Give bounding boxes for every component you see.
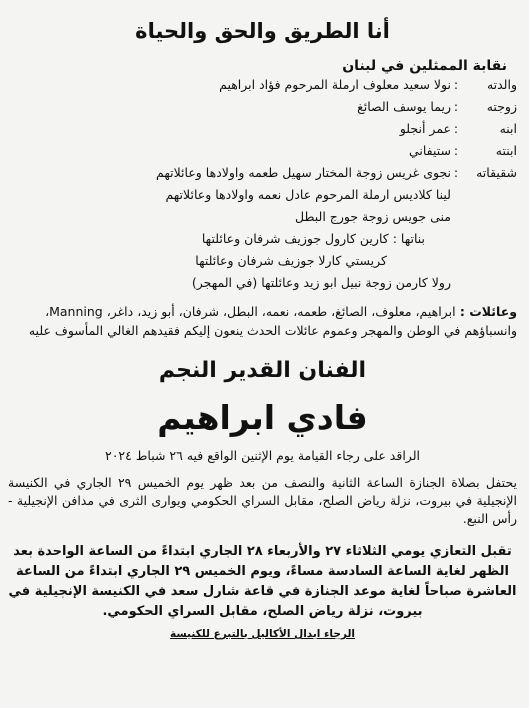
relative-row-mother: والدته : نولا سعيد معلوف ارملة المرحوم فؤاد ابراهيم	[8, 74, 517, 96]
deceased-title: الفنان القدير النجم	[158, 358, 367, 383]
relative-name: نولا سعيد معلوف ارملة المرحوم فؤاد ابراهيم	[219, 77, 451, 92]
relative-name: عمر أنجلو	[399, 121, 451, 136]
relative-row-sisters: شقيقاته : نجوى غريس زوجة المختار سهيل طعمه واولادها وعائلاتهم	[8, 162, 517, 184]
relatives-list	[8, 74, 517, 294]
relative-line: رولا كارمن زوجة نبيل ابو زيد وعائلتها (في المهجر)	[191, 275, 451, 290]
relative-label: زوجته	[486, 99, 517, 114]
relative-line: لينا كلاديس ارملة المرحوم عادل نعمه واولادها وعائلاتهم	[165, 187, 451, 202]
families-text: ابراهيم، معلوف، الصائغ، طعمه، نعمه، البطل، شرفان، أبو زيد، داغر، Manning، وانسباؤهم في الوطن والمهجر وعموم عائلات الحدث ينعون إليكم فقيدهم الغالي المأسوف عليه	[28, 304, 517, 338]
relative-label: شقيقاته	[476, 165, 517, 180]
funeral-details: يحتفل بصلاة الجنازة الساعة الثانية والنصف من بعد ظهر يوم الخميس ٢٩ الجاري في الكنيسة الإنجيلية في بيروت، نزلة رياض الصلح، مقابل السراي الحكومي ويوارى الثرى في مدافن الإنجيلية - رأس النبع.	[8, 475, 517, 526]
relative-line: منى جويس زوجة جورج البطل	[295, 209, 451, 224]
relative-name: نجوى غريس زوجة المختار سهيل طعمه واولادها وعائلاتهم	[156, 165, 451, 180]
relative-label: ابنه	[499, 121, 517, 136]
relative-row-wife: زوجته : ريما يوسف الصائغ	[8, 96, 517, 118]
relative-row-daughter: ابنته : ستيفاني	[8, 140, 517, 162]
relative-name: ريما يوسف الصائغ	[357, 99, 451, 114]
relative-line: بناتها : كارين كارول جوزيف شرفان وعائلتها	[201, 231, 425, 246]
relative-name: كارين كارول جوزيف شرفان وعائلتها	[201, 231, 389, 246]
death-notice: الراقد على رجاء القيامة يوم الإثنين الواقع فيه ٢٦ شباط ٢٠٢٤	[105, 448, 420, 463]
relative-row-son: ابنه : عمر أنجلو	[8, 118, 517, 140]
families-paragraph: وعائلات : ابراهيم، معلوف، الصائغ، طعمه، نعمه، البطل، شرفان، أبو زيد، داغر، Manning، وانسباؤهم في الوطن والمهجر وعموم عائلات الحدث ينعون إليكم فقيدهم الغالي المأسوف عليه	[28, 304, 517, 338]
condolences-details: تقبل التعازي يومي الثلاثاء ٢٧ والأربعاء ٢٨ الجاري ابتداءً من الساعة الواحدة بعد الظهر لغاية الساعة السادسة مساءً، ويوم الخميس ٢٩ الجاري ابتداءً من الساعة العاشرة صباحاً لغاية موعد الجنازة في قاعة شارل سعد في الكنيسة الإنجيلية في بيروت، نزلة رياض الصلح، مقابل السراي الحكومي.	[8, 544, 517, 619]
donation-note: الرجاء ابدال الأكاليل بالتبرع للكنيسة	[169, 628, 356, 640]
relative-label: ابنته	[495, 143, 517, 158]
deceased-name: فادي ابراهيم	[157, 398, 368, 437]
verse-heading: أنا الطريق والحق والحياة	[135, 19, 390, 43]
families-label: وعائلات	[469, 304, 517, 319]
relative-line: كريستي كارلا جوزيف شرفان وعائلتها	[195, 253, 387, 268]
association-name: نقابة الممثلين في لبنان	[342, 58, 507, 74]
relative-name: ستيفاني	[408, 143, 451, 158]
relative-label: والدته	[486, 77, 517, 92]
relative-label: بناتها	[400, 231, 425, 246]
